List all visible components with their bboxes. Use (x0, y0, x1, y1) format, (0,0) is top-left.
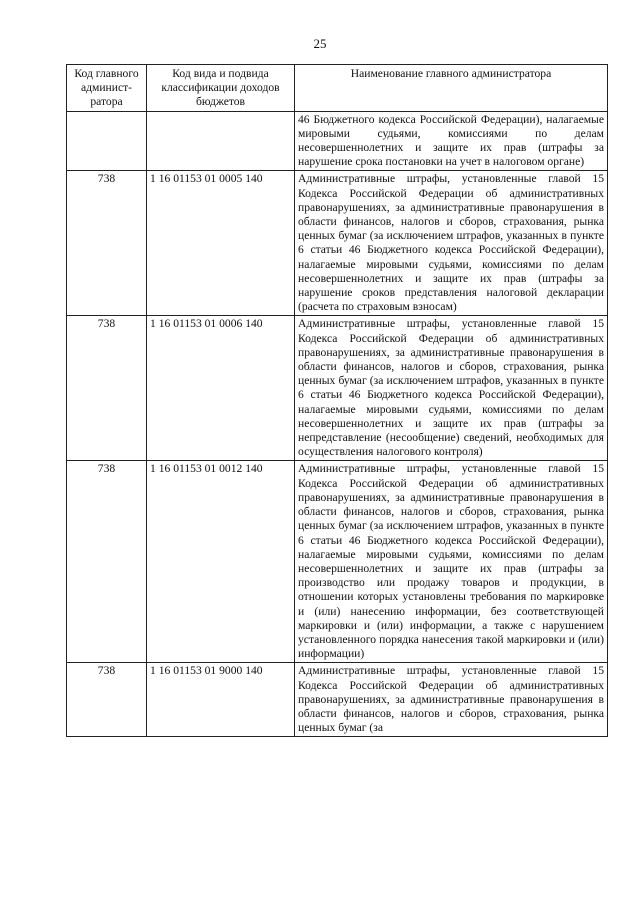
revenue-code-cell: 1 16 01153 01 9000 140 (147, 663, 295, 737)
admin-code-cell: 738 (67, 461, 147, 663)
table-row (67, 111, 608, 171)
description-cell: 46 Бюджетного кодекса Российской Федерации), налагаемые мировыми судьями, комиссиями по делам несовершеннолетних и защите их прав (штрафы за нарушение срока постановки на учет в налоговом органе) (295, 111, 608, 171)
page-number: 25 (313, 36, 327, 51)
table-row (67, 663, 608, 737)
revenue-code-cell: 1 16 01153 01 0006 140 (147, 316, 295, 461)
description-cell: Административные штрафы, установленные главой 15 Кодекса Российской Федерации об административных правонарушениях, за административные правонарушения в области финансов, налогов и сборов, страхования, рынка ценных бумаг (за исключением штрафов, указанных в пункте 6 статьи 46 Бюджетного кодекса Российской Федерации), налагаемые мировыми судьями, комиссиями по делам несовершеннолетних и защите их прав (штрафы за непредставление (несообщение) сведений, необходимых для осуществления налогового контроля) (295, 316, 608, 461)
description-cell: Административные штрафы, установленные главой 15 Кодекса Российской Федерации об административных правонарушениях, за административные правонарушения в области финансов, налогов и сборов, страхования, рынка ценных бумаг (за (295, 663, 608, 737)
revenue-code-cell: 1 16 01153 01 0012 140 (147, 461, 295, 663)
admin-code-cell: 738 (67, 663, 147, 737)
revenue-classification-table (66, 64, 608, 737)
revenue-code-cell (147, 111, 295, 171)
table-row (67, 461, 608, 663)
table-header-row (67, 65, 608, 112)
revenue-code-cell: 1 16 01153 01 0005 140 (147, 171, 295, 316)
description-cell: Административные штрафы, установленные главой 15 Кодекса Российской Федерации об административных правонарушениях, за административные правонарушения в области финансов, налогов и сборов, страхования, рынка ценных бумаг (за исключением штрафов, указанных в пункте 6 статьи 46 Бюджетного кодекса Российской Федерации), налагаемые мировыми судьями, комиссиями по делам несовершеннолетних и защите их прав (штрафы за нарушение сроков представления налоговой декларации (расчета по страховым взносам) (295, 171, 608, 316)
admin-code-cell: 738 (67, 171, 147, 316)
table-row (67, 316, 608, 461)
admin-code-cell (67, 111, 147, 171)
header-admin-code: Код главного админист-ратора (67, 65, 147, 112)
header-revenue-code: Код вида и подвида классификации доходов бюджетов (147, 65, 295, 112)
description-cell: Административные штрафы, установленные главой 15 Кодекса Российской Федерации об административных правонарушениях, за административные правонарушения в области финансов, налогов и сборов, страхования, рынка ценных бумаг (за исключением штрафов, указанных в пункте 6 статьи 46 Бюджетного кодекса Российской Федерации), налагаемые мировыми судьями, комиссиями по делам несовершеннолетних и защите их прав (штрафы за производство или продажу товаров и продукции, в отношении которых установлены требования по маркировке и (или) нанесению информации, без соответствующей маркировки и (или) информации, а также с нарушением установленного порядка нанесения такой маркировки и (или) информации) (295, 461, 608, 663)
header-admin-name: Наименование главного администратора (295, 65, 608, 112)
admin-code-cell: 738 (67, 316, 147, 461)
table-row (67, 171, 608, 316)
